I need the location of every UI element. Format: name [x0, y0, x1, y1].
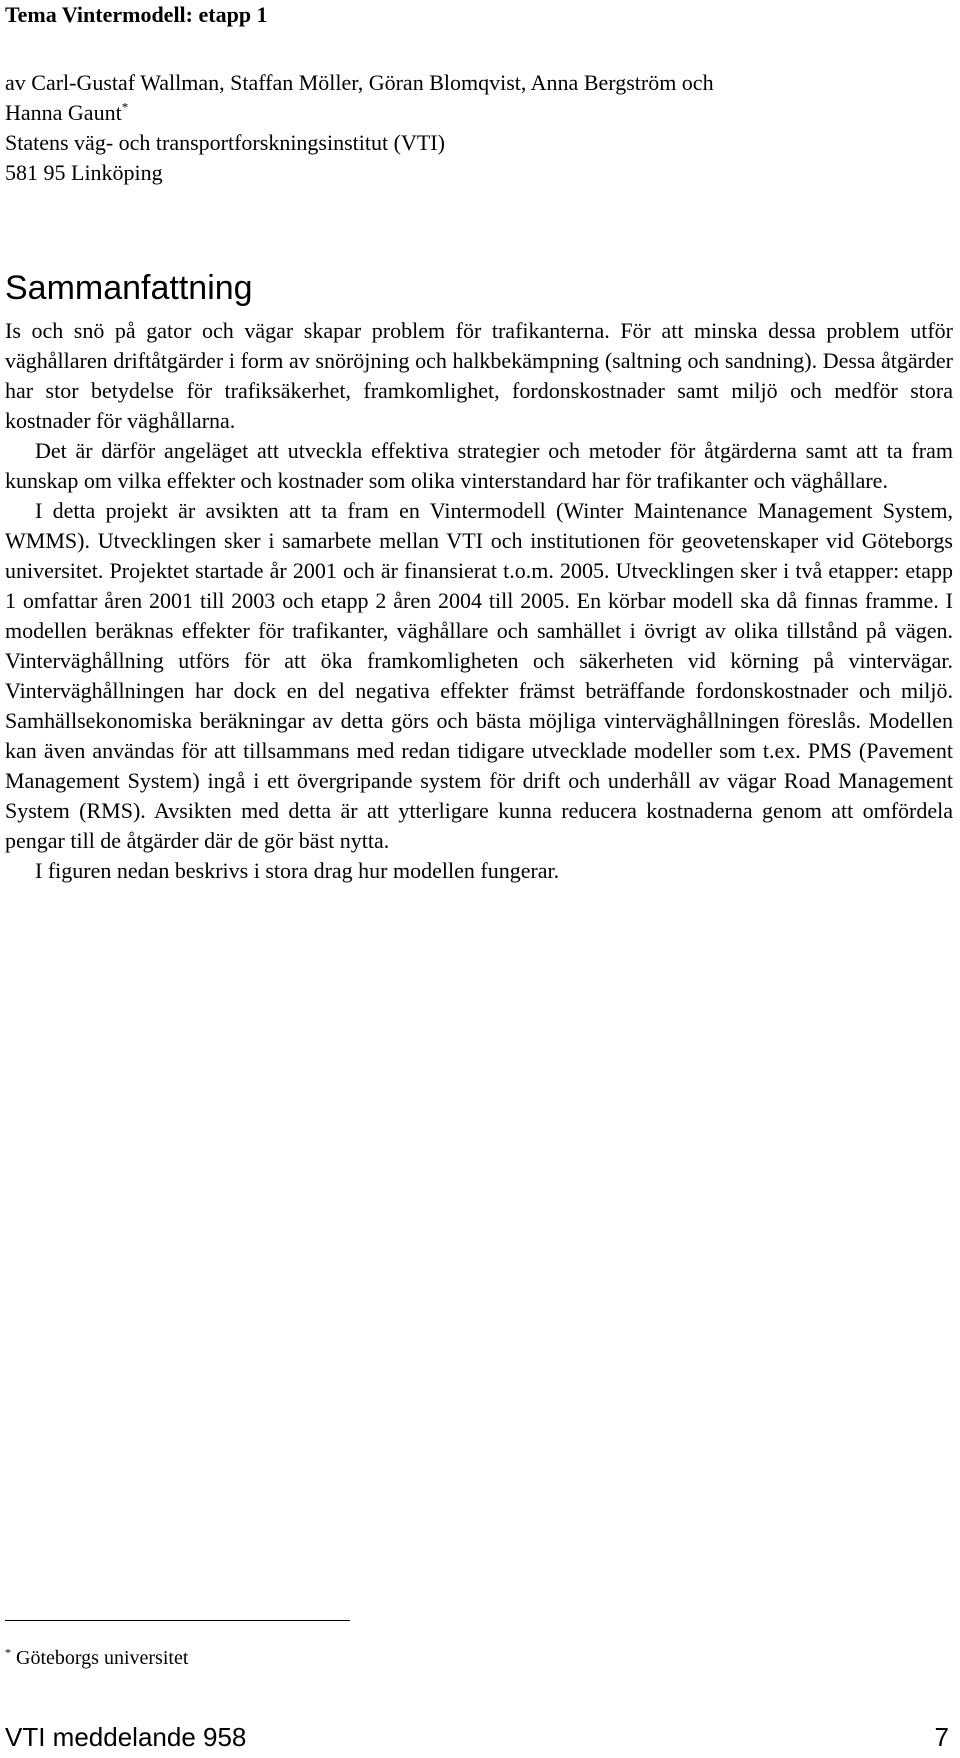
paragraph-3: I detta projekt är avsikten att ta fram en Vintermodell (Winter Maintenance Management System, WMMS). Utvecklingen sker i samarbete mellan VTI och institutionen för geovetenskaper vid Göteborgs universitet. Projektet startade år 2001 och är finansierat t.o.m. 2005. Utvecklingen sker i två etapper: etapp 1 omfattar åren 2001 till 2003 och etapp 2 åren 2004 till 2005. En körbar modell ska då finnas framme. I modellen beräknas effekter för trafikanter, väghållare och samhället i övrigt av olika tillstånd på vägen. Vinterväghållning utförs för att öka framkomligheten och säkerheten vid körning på vintervägar. Vinterväghållningen har dock en del negativa effekter främst beträffande fordonskostnader och miljö. Samhällsekonomiska beräkningar av detta görs och bästa möjliga vinterväghållningen föreslås. Modellen kan även användas för att tillsammans med redan tidigare utvecklade modeller som t.ex. PMS (Pavement Management System) ingå i ett övergripande system för drift och underhåll av vägar Road Management System (RMS). Avsikten med detta är att ytterligare kunna reducera kostnaderna genom att omfördela pengar till de åtgärder där de gör bäst nytta. — [5, 498, 953, 853]
section-heading: Sammanfattning — [5, 269, 253, 307]
footnote-marker: * — [121, 99, 129, 115]
author-block — [5, 68, 945, 188]
footnote — [5, 1646, 188, 1670]
publication-footer: VTI meddelande 958 — [5, 1722, 247, 1752]
footnote-mark: * — [5, 1645, 11, 1660]
summary-body — [5, 316, 953, 886]
footnote-text: Göteborgs universitet — [11, 1647, 189, 1669]
paragraph-2: Det är därför angeläget att utveckla effektiva strategier och metoder för åtgärderna samt att ta fram kunskap om vilka effekter och kostnader som olika vinterstandard har för trafikanter och väghållare. — [5, 438, 953, 493]
author-line-1: av Carl-Gustaf Wallman, Staffan Möller, Göran Blomqvist, Anna Bergström och — [5, 70, 714, 95]
document-title: Tema Vintermodell: etapp 1 — [5, 2, 268, 27]
document-page — [5, 0, 953, 1758]
page-number: 7 — [934, 1722, 949, 1752]
author-name-last: Hanna Gaunt — [5, 100, 122, 125]
paragraph-1: Is och snö på gator och vägar skapar problem för trafikanterna. För att minska dessa problem utför väghållaren driftåtgärder i form av snöröjning och halkbekämpning (saltning och sandning). Dessa åtgärder har stor betydelse för trafiksäkerhet, framkomlighet, fordonskostnader samt miljö och medför stora kostnader för väghållarna. — [5, 318, 953, 433]
paragraph-4: I figuren nedan beskrivs i stora drag hur modellen fungerar. — [35, 858, 560, 883]
author-affiliation: Statens väg- och transportforskningsinstitut (VTI) — [5, 130, 445, 155]
footnote-divider — [5, 1620, 350, 1621]
author-line-2 — [5, 98, 945, 128]
author-address: 581 95 Linköping — [5, 160, 163, 185]
